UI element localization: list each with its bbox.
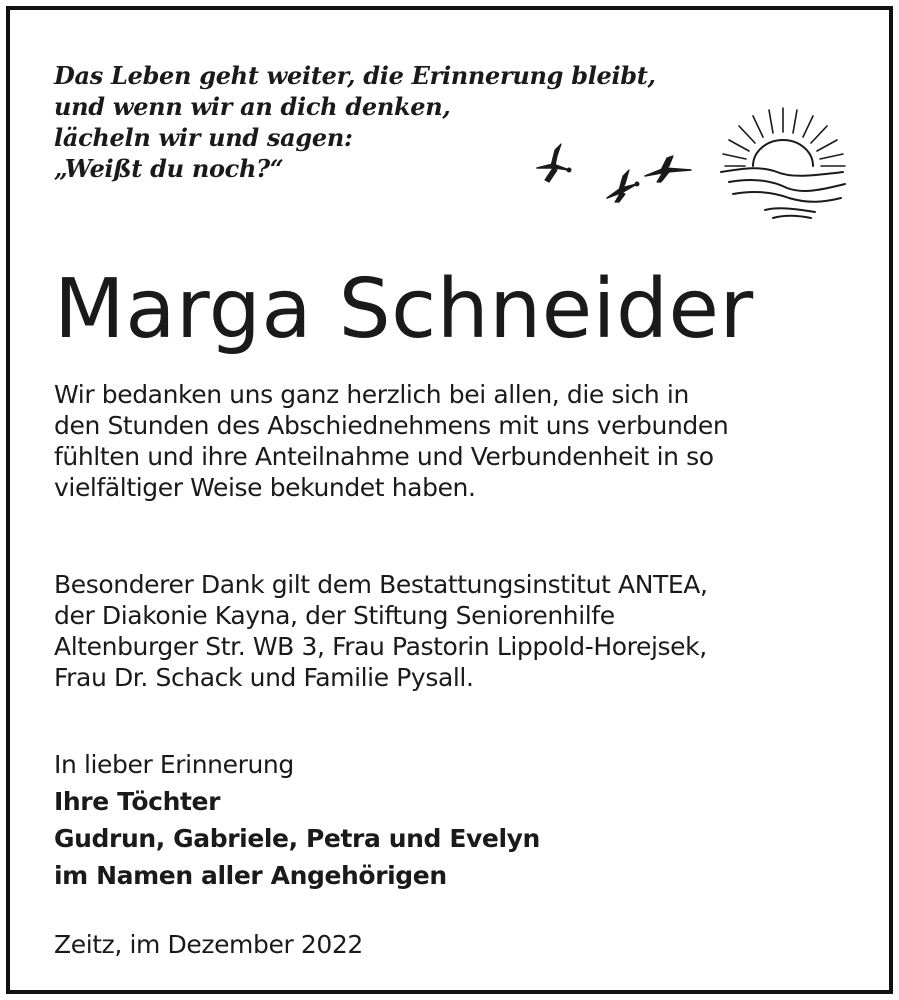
birds-sunset-illustration xyxy=(525,106,865,226)
deceased-name: Marga Schneider xyxy=(54,262,754,357)
thanks-paragraph xyxy=(54,379,728,503)
signer-line: Gudrun, Gabriele, Petra und Evelyn xyxy=(54,824,540,853)
bird-icon xyxy=(607,170,639,202)
motto-line: Das Leben geht weiter, die Erinnerung bleibt, xyxy=(54,61,656,90)
sunset-icon xyxy=(721,108,845,218)
thanks-line: Wir bedanken uns ganz herzlich bei allen, die sich in xyxy=(54,380,689,409)
thanks-line: fühlten und ihre Anteilnahme und Verbundenheit in so xyxy=(54,442,714,471)
signer-line: im Namen aller Angehörigen xyxy=(54,861,447,890)
obituary-notice xyxy=(6,6,893,994)
special-thanks-paragraph xyxy=(54,569,708,693)
special-thanks-line: Altenburger Str. WB 3, Frau Pastorin Lippold-Horejsek, xyxy=(54,632,707,661)
bird-icon xyxy=(537,144,571,182)
motto-line: lächeln wir und sagen: xyxy=(54,123,353,152)
signer-line: Ihre Töchter xyxy=(54,787,221,816)
special-thanks-line: Frau Dr. Schack und Familie Pysall. xyxy=(54,663,474,692)
motto-line: „Weißt du noch?“ xyxy=(54,154,284,183)
thanks-line: den Stunden des Abschiednehmens mit uns verbunden xyxy=(54,411,729,440)
motto-line: und wenn wir an dich denken, xyxy=(54,92,451,121)
bird-icon xyxy=(645,156,691,182)
special-thanks-line: der Diakonie Kayna, der Stiftung Seniorenhilfe xyxy=(54,601,615,630)
thanks-line: vielfältiger Weise bekundet haben. xyxy=(54,473,476,502)
place-date: Zeitz, im Dezember 2022 xyxy=(54,930,363,959)
special-thanks-line: Besonderer Dank gilt dem Bestattungsinstitut ANTEA, xyxy=(54,570,708,599)
closing-block xyxy=(54,746,540,894)
closing-intro: In lieber Erinnerung xyxy=(54,750,294,779)
